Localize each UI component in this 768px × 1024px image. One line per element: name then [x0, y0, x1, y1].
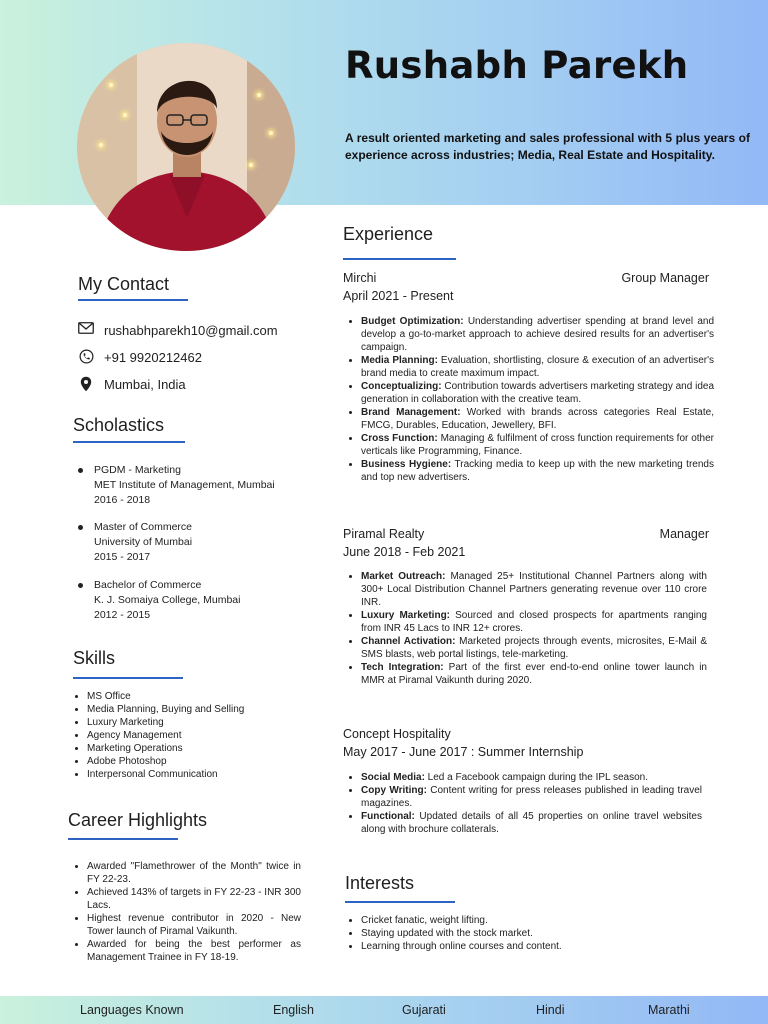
career-underline — [68, 838, 178, 840]
scholastics-heading: Scholastics — [73, 415, 165, 435]
scholastics-underline — [73, 441, 185, 443]
years: 2016 - 2018 — [94, 494, 151, 506]
bullet-head: Conceptualizing: — [361, 381, 442, 392]
bullet-head: Cross Function: — [361, 433, 438, 444]
job-mirchi-bullets — [347, 315, 714, 484]
skill-item: Media Planning, Buying and Selling — [73, 703, 303, 716]
languages-label: Languages Known — [80, 1003, 184, 1017]
job-role: Manager — [659, 527, 709, 541]
bullet-head: Channel Activation: — [361, 636, 456, 647]
language-item: Hindi — [536, 1003, 565, 1017]
bullet-text: Tracking media to keep up with the new marketing trends and top new advertisers. — [361, 459, 714, 483]
bullet-text: Understanding advertiser spending at brand level and develop a go-to-market approach to achieve desired results for an advertiser's campaign. — [361, 316, 715, 353]
bullet-head: Copy Writing: — [361, 785, 427, 796]
bullet-text: Updated details of all 45 properties on online travel websites along with brochure collaterals. — [361, 811, 702, 835]
degree: Master of Commerce — [94, 521, 193, 533]
bullet-text: Managed 25+ Institutional Channel Partners along with 300+ Local Distribution Channel Partners generating revenue over 110 crore INR. — [361, 571, 707, 608]
interests-underline — [345, 901, 455, 903]
job-bullet — [347, 771, 702, 784]
career-heading: Career Highlights — [68, 810, 208, 830]
job-bullet — [347, 661, 707, 687]
location-text: Mumbai, India — [104, 376, 186, 392]
job-bullet — [347, 810, 702, 836]
bullet-text: Marketed projects through events, microsites, E-Mail & SMS blasts, web portal listings, tele-marketing. — [361, 636, 707, 660]
skills-heading: Skills — [73, 648, 116, 668]
job-bullet — [347, 315, 714, 354]
school: University of Mumbai — [94, 536, 193, 548]
bullet-icon — [78, 525, 83, 530]
email-text: rushabhparekh10@gmail.com — [104, 322, 278, 338]
contact-underline — [78, 299, 188, 301]
bullet-head: Budget Optimization: — [361, 316, 464, 327]
job-bullet — [347, 406, 714, 432]
bullet-head: Functional: — [361, 811, 415, 822]
profile-photo — [77, 43, 295, 251]
company-name: Piramal Realty — [343, 527, 425, 541]
scholastics-item — [78, 520, 192, 565]
years: 2015 - 2017 — [94, 551, 151, 563]
job-concept-bullets — [347, 771, 702, 836]
job-piramal — [343, 527, 713, 559]
contact-location — [78, 376, 186, 392]
email-icon — [78, 322, 94, 338]
years: 2012 - 2015 — [94, 609, 151, 621]
bullet-icon — [78, 468, 83, 473]
job-bullet — [347, 458, 714, 484]
interest-item: Staying updated with the stock market. — [347, 927, 707, 940]
bullet-text: Content writing for press releases published in leading travel magazines. — [361, 785, 702, 809]
interests-heading: Interests — [345, 873, 415, 893]
bullet-text: Part of the first ever end-to-end online tower launch in MMR at Piramal Vaikunth during 2020. — [361, 662, 707, 686]
career-list — [73, 860, 301, 964]
career-item: Awarded "Flamethrower of the Month" twice in FY 22-23. — [73, 860, 301, 886]
job-bullet — [347, 432, 714, 458]
skill-item: Adobe Photoshop — [73, 755, 303, 768]
language-item: English — [273, 1003, 314, 1017]
bullet-text: Sourced and closed prospects for apartments ranging from INR 45 Lacs to INR 12+ crores. — [361, 610, 707, 634]
contact-email[interactable] — [78, 322, 278, 338]
contact-phone[interactable] — [78, 349, 202, 365]
job-dates: May 2017 - June 2017 : Summer Internship — [343, 745, 584, 759]
contact-heading: My Contact — [78, 274, 170, 294]
bullet-text: Evaluation, shortlisting, closure & execution of an advertiser's brand media to create maximum impact. — [361, 355, 714, 379]
job-bullet — [347, 635, 707, 661]
language-item: Marathi — [648, 1003, 690, 1017]
skill-item: Interpersonal Communication — [73, 768, 303, 781]
job-concept — [343, 727, 713, 759]
interest-item: Cricket fanatic, weight lifting. — [347, 914, 707, 927]
phone-icon — [78, 349, 94, 365]
job-role: Group Manager — [621, 271, 709, 285]
skills-list — [73, 690, 303, 781]
job-bullet — [347, 380, 714, 406]
company-name: Concept Hospitality — [343, 727, 451, 741]
scholastics-item — [78, 463, 275, 508]
job-dates: June 2018 - Feb 2021 — [343, 545, 466, 559]
bullet-text: Managing & fulfilment of cross function requirements for other verticals like Programming, Finance. — [361, 433, 714, 457]
career-item: Achieved 143% of targets in FY 22-23 - INR 300 Lacs. — [73, 886, 301, 912]
scholastics-item — [78, 578, 240, 623]
skill-item: Agency Management — [73, 729, 303, 742]
languages-footer — [0, 996, 768, 1024]
degree: PGDM - Marketing — [94, 464, 181, 476]
profile-photo-illustration — [77, 43, 295, 251]
job-bullet — [347, 354, 714, 380]
bullet-text: Worked with brands across categories Real Estate, FMCG, Durables, Education, Jewellery, BFI. — [361, 407, 714, 431]
bullet-head: Social Media: — [361, 772, 425, 783]
bullet-head: Brand Management: — [361, 407, 461, 418]
bullet-text: Led a Facebook campaign during the IPL season. — [424, 772, 649, 783]
profile-tagline: A result oriented marketing and sales professional with 5 plus years of experience across industries; Media, Real Estate and Hospitality. — [345, 131, 750, 162]
bullet-head: Luxury Marketing: — [361, 610, 451, 621]
school: MET Institute of Management, Mumbai — [94, 479, 275, 491]
language-item: Gujarati — [402, 1003, 446, 1017]
job-dates: April 2021 - Present — [343, 289, 454, 303]
job-mirchi — [343, 271, 713, 303]
interests-list — [347, 914, 707, 953]
degree: Bachelor of Commerce — [94, 579, 202, 591]
bullet-head: Business Hygiene: — [361, 459, 452, 470]
job-bullet — [347, 609, 707, 635]
bullet-head: Tech Integration: — [361, 662, 444, 673]
skill-item: Marketing Operations — [73, 742, 303, 755]
skill-item: Luxury Marketing — [73, 716, 303, 729]
company-name: Mirchi — [343, 271, 377, 285]
bullet-icon — [78, 583, 83, 588]
job-piramal-bullets — [347, 570, 707, 687]
skills-underline — [73, 677, 183, 679]
bullet-text: Contribution towards advertisers marketing strategy and idea generation in collaboration with the creative team. — [361, 381, 714, 405]
bullet-head: Market Outreach: — [361, 571, 446, 582]
candidate-name: Rushabh Parekh — [345, 44, 689, 87]
bullet-head: Media Planning: — [361, 355, 438, 366]
career-item: Highest revenue contributor in 2020 - New Tower launch of Piramal Vaikunth. — [73, 912, 301, 938]
interest-item: Learning through online courses and content. — [347, 940, 707, 953]
career-item: Awarded for being the best performer as Management Trainee in FY 18-19. — [73, 938, 301, 964]
experience-heading: Experience — [343, 224, 434, 244]
job-bullet — [347, 570, 707, 609]
phone-text: +91 9920212462 — [104, 349, 202, 365]
job-bullet — [347, 784, 702, 810]
experience-underline — [343, 258, 456, 260]
school: K. J. Somaiya College, Mumbai — [94, 594, 241, 606]
location-pin-icon — [78, 376, 94, 392]
skill-item: MS Office — [73, 690, 303, 703]
